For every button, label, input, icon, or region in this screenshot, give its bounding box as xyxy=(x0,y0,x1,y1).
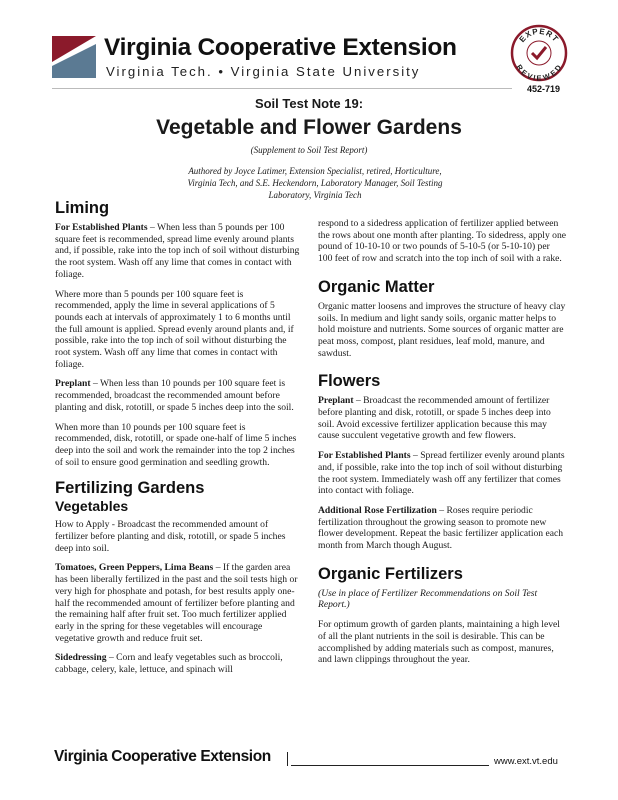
org-name: Virginia Cooperative Extension xyxy=(104,34,457,61)
organic-matter-paragraph: Organic matter loosens and improves the structure of heavy clay soils. In medium and light sandy soils, organic matter helps to hold moisture and nutrients. Some sources of organic matter are peat moss, compost, plant residues, leaf mold, manure, and sawdust. xyxy=(318,300,566,359)
liming-heading: Liming xyxy=(55,199,110,217)
footer-divider-bar xyxy=(287,752,288,766)
paragraph-lead: Preplant xyxy=(55,378,91,390)
paragraph-text: – Spread fertilizer evenly around plants and, if possible, rake into the top inch of soil without disturbing the root system. Immediately wash off any fertilizer that comes into contact with foliage. xyxy=(318,450,565,497)
header-divider xyxy=(52,88,512,89)
paragraph-lead: Sidedressing xyxy=(55,652,107,664)
paragraph-text: – If the garden area has been liberally fertilized in the past and the soil tests high or very high for phosphate and potash, for best results apply one-half the recommended amount of fertilizer before planting and the remaining half after fruit set. Too much fertilizer applied early in the spring for these vegetables will encourage vegetative growth and reduce fruit set. xyxy=(55,562,298,644)
paragraph-text: – Corn and leafy vegetables such as broccoli, cabbage, celery, kale, lettuce, and spinach will xyxy=(55,652,283,676)
paragraph-lead: For Established Plants xyxy=(55,222,148,233)
paragraph-text: – Roses require periodic fertilization throughout the growing season to promote new flower development. Repeat the basic fertilizer application each month from March though August. xyxy=(318,504,564,552)
organic-fertilizers-note: (Use in place of Fertilizer Recommendations on Soil Test Report.) xyxy=(318,587,538,611)
flowers-established-paragraph xyxy=(318,450,566,497)
authors-line-3: Laboratory, Virginia Tech xyxy=(268,190,362,200)
fertilizing-apply-paragraph: How to Apply - Broadcast the recommended amount of fertilizer before planting and disk, rototill, or spade 5 inches deep into soil. xyxy=(55,519,286,554)
footer-rule xyxy=(291,765,489,766)
sidedressing-continued-paragraph: respond to a sidedress application of fertilizer applied between the rows about one month after planting. To sidedress, apply one pound of 10-10-10 or two pounds of 5-10-5 (or 5-10-10) per 100 feet of row and scratch into the top inch of soil with a rake. xyxy=(318,218,567,265)
liming-preplant-more-paragraph: When more than 10 pounds per 100 square feet is recommended, disk, rototill, or spade one-half of lime 5 inches deep into the soil and work the remainder into the top 2 inches of soil to ensure good germination and seedling growth. xyxy=(55,421,297,468)
left-column xyxy=(55,198,301,684)
liming-preplant-paragraph xyxy=(55,378,301,413)
badge-top-text: EXPERT xyxy=(517,26,561,45)
page-title: Vegetable and Flower Gardens xyxy=(156,116,462,139)
organic-matter-heading: Organic Matter xyxy=(318,277,435,296)
fertilizing-tomatoes-paragraph xyxy=(55,562,301,644)
badge-bottom-text: REVIEWED xyxy=(514,62,564,82)
liming-established-paragraph xyxy=(55,222,301,281)
liming-more-paragraph: Where more than 5 pounds per 100 square feet is recommended, apply the lime in several applications of 5 pounds each at intervals of approximately 1 to 6 months until the full amount is applied. Spread evenly around plants and, if possible, rake into the top inch of soil without disturbing the root system. Wash off any lime that comes in contact with foliage. xyxy=(55,288,294,370)
publication-number: 452-719 xyxy=(526,84,560,94)
flowers-rose-paragraph xyxy=(318,505,566,552)
organic-fertilizers-paragraph: For optimum growth of garden plants, maintaining a high level of all the plant nutrients in the soil is desirable. This can be accomplished by adding materials such as compost, manures, and lawn clippings throughout the year. xyxy=(318,619,560,666)
paragraph-lead: Tomatoes, Green Peppers, Lima Beans xyxy=(55,562,214,574)
paragraph-lead: Additional Rose Fertilization xyxy=(318,504,437,516)
paragraph-lead: Preplant xyxy=(318,395,354,407)
right-column xyxy=(318,218,566,674)
paragraph-text: – When less than 10 pounds per 100 square feet is recommended, broadcast the recommended amount before planting and disk, rototill, or spade 5 inches deep into the soil. xyxy=(55,378,294,413)
paragraph-text: – When less than 5 pounds per 100 square feet is recommended, spread lime evenly around plants and, if possible, rake into the top inch of soil without disturbing the root system. Wash off any lime that comes in contact with foliage. xyxy=(55,222,300,280)
vce-logo-icon xyxy=(52,36,96,78)
flowers-preplant-paragraph xyxy=(318,395,566,442)
organic-fertilizers-heading: Organic Fertilizers xyxy=(318,564,463,583)
org-subtitle: Virginia Tech. • Virginia State University xyxy=(106,64,421,79)
note-label: Soil Test Note 19: xyxy=(254,96,364,111)
fertilizing-sidedressing-paragraph xyxy=(55,652,301,675)
footer-org-name: Virginia Cooperative Extension xyxy=(54,748,271,765)
flowers-heading: Flowers xyxy=(318,372,381,391)
expert-reviewed-badge-icon xyxy=(510,24,568,82)
paragraph-lead: For Established Plants xyxy=(318,450,411,462)
footer-url-link[interactable]: www.ext.vt.edu xyxy=(494,756,558,767)
authors xyxy=(165,165,465,201)
vegetables-subheading: Vegetables xyxy=(55,498,129,515)
authors-line-1: Authored by Joyce Latimer, Extension Specialist, retired, Horticulture, xyxy=(188,166,442,176)
paragraph-text: – Broadcast the recommended amount of fertilizer before planting and disk, rototill, or spade 5 inches deep into soil. Avoid excessive fertilizer application because this may cause succulent vegetative growth and few flowers. xyxy=(318,395,551,442)
fertilizing-heading: Fertilizing Gardens xyxy=(55,479,205,498)
page-subtitle: (Supplement to Soil Test Report) xyxy=(250,145,368,155)
authors-line-2: Virginia Tech, and S.E. Heckendorn, Laboratory Manager, Soil Testing xyxy=(187,178,443,188)
